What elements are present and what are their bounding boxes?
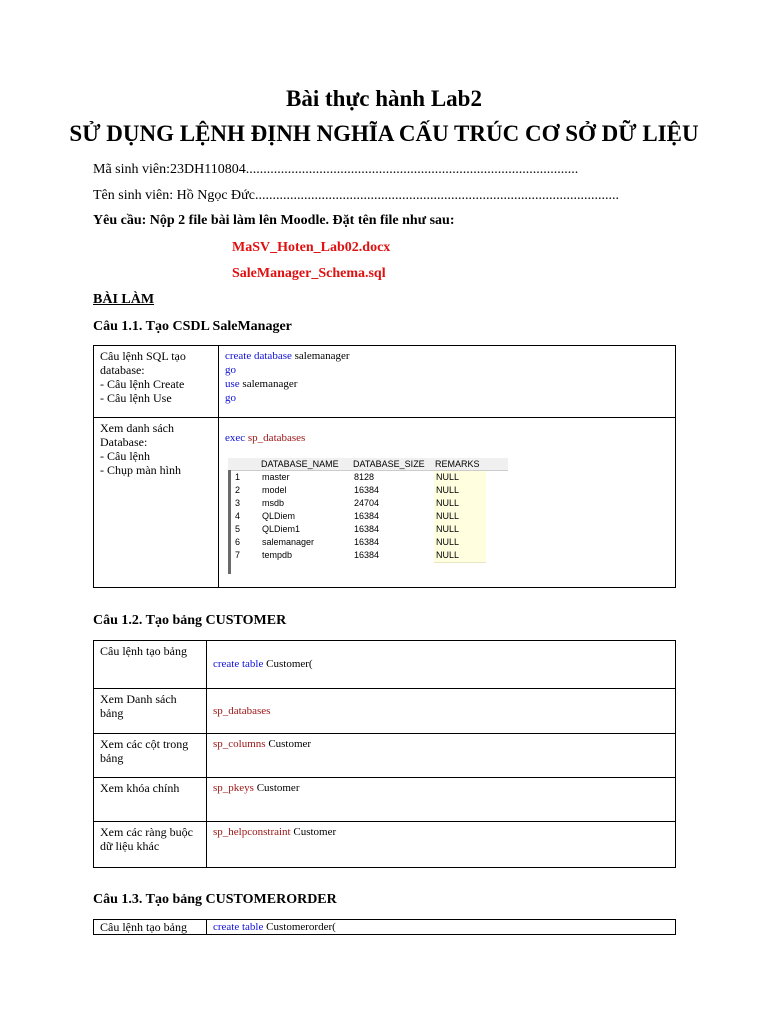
sql-text: salemanager	[291, 350, 350, 362]
sql-keyword: use	[225, 378, 240, 390]
grid-cell: NULL	[436, 498, 460, 508]
row-number: 1	[235, 472, 241, 482]
label-line: database:	[100, 363, 145, 377]
q11-row1-code	[219, 346, 676, 418]
code-line	[213, 781, 669, 795]
student-id-line	[93, 162, 578, 178]
row-number: 2	[235, 485, 241, 495]
grid-cell: QLDiem	[262, 511, 296, 521]
grid-cell: NULL	[436, 524, 460, 534]
grid-cell: 16384	[354, 485, 380, 495]
q12-row3-code	[207, 734, 676, 778]
file-name-docx: MaSV_Hoten_Lab02.docx	[232, 240, 391, 255]
student-name-line	[93, 188, 619, 204]
student-id-dots: ...............................................................................................	[245, 162, 579, 177]
sql-keyword: exec	[225, 432, 246, 444]
grid-cell: 8128	[354, 472, 375, 482]
sql-keyword: create database	[225, 350, 292, 362]
table-row	[94, 346, 676, 418]
code-line	[213, 825, 669, 839]
result-grid-gutter	[228, 470, 231, 574]
q11-row2-label	[94, 418, 219, 588]
q11-title: Câu 1.1. Tạo CSDL SaleManager	[93, 319, 292, 334]
q12-row5-code	[207, 822, 676, 868]
code-line	[213, 737, 669, 751]
grid-cell: NULL	[436, 537, 460, 547]
label-line: - Câu lệnh	[100, 449, 150, 463]
grid-cell: NULL	[436, 485, 460, 495]
label-line: Database:	[100, 435, 148, 449]
sql-text: Customer(	[263, 658, 313, 670]
student-name: Tên sinh viên: Hồ Ngọc Đức	[93, 188, 255, 203]
q12-title: Câu 1.2. Tạo bảng CUSTOMER	[93, 613, 287, 628]
grid-cell: 16384	[354, 550, 380, 560]
sql-procedure: sp_databases	[245, 432, 306, 444]
grid-cell: QLDiem1	[262, 524, 301, 534]
row-number: 5	[235, 524, 241, 534]
code-line	[225, 391, 669, 405]
grid-cell: 16384	[354, 524, 380, 534]
table-row	[94, 641, 676, 689]
document-title: Bài thực hành Lab2	[286, 86, 482, 111]
q13-row1-code	[207, 920, 676, 935]
label-line: - Câu lệnh Create	[100, 377, 185, 391]
q12-row2-label: Xem Danh sách bảng	[94, 689, 207, 734]
code-line	[213, 657, 669, 671]
row-number: 6	[235, 537, 241, 547]
grid-cell: 16384	[354, 537, 380, 547]
student-id: Mã sinh viên:23DH110804	[93, 162, 246, 177]
grid-cell: tempdb	[262, 550, 293, 560]
q12-table	[93, 640, 676, 868]
sql-text: Customer	[265, 738, 312, 750]
row-number: 7	[235, 550, 241, 560]
grid-cell: master	[262, 472, 290, 482]
table-row	[94, 920, 676, 935]
column-header: DATABASE_SIZE	[353, 459, 425, 469]
column-header: DATABASE_NAME	[261, 459, 339, 469]
work-heading: BÀI LÀM	[93, 292, 155, 307]
grid-cell: 24704	[354, 498, 380, 508]
grid-cell: 16384	[354, 511, 380, 521]
row-number: 3	[235, 498, 241, 508]
q12-row5-label: Xem các ràng buộc dữ liệu khác	[94, 822, 207, 868]
code-line	[225, 349, 669, 363]
q12-row4-code	[207, 778, 676, 822]
sql-text: Customerorder(	[263, 921, 336, 933]
grid-cell: salemanager	[262, 537, 315, 547]
sql-procedure: sp_databases	[213, 705, 271, 717]
q13-row1-label: Câu lệnh tạo bảng	[94, 920, 207, 935]
table-row	[94, 778, 676, 822]
table-row	[94, 689, 676, 734]
q12-row4-label: Xem khóa chính	[94, 778, 207, 822]
sql-keyword: create table	[213, 921, 264, 933]
grid-cell: model	[262, 485, 287, 495]
sql-procedure: sp_columns	[213, 738, 266, 750]
sql-text: salemanager	[239, 378, 298, 390]
document-subtitle: SỬ DỤNG LỆNH ĐỊNH NGHĨA CẤU TRÚC CƠ SỞ DỮ LIỆU	[69, 121, 699, 146]
table-row	[94, 822, 676, 868]
sql-procedure: sp_helpconstraint	[213, 826, 291, 838]
grid-cell: NULL	[436, 550, 460, 560]
code-line	[225, 363, 669, 377]
sql-keyword: go	[225, 392, 236, 404]
q12-row1-code	[207, 641, 676, 689]
q13-table	[93, 919, 676, 935]
grid-cell: NULL	[436, 472, 460, 482]
grid-cell: NULL	[436, 511, 460, 521]
requirement-text: Yêu cầu: Nộp 2 file bài làm lên Moodle. Đặt tên file như sau:	[93, 213, 455, 228]
grid-cell: msdb	[262, 498, 285, 508]
q13-title: Câu 1.3. Tạo bảng CUSTOMERORDER	[93, 892, 337, 907]
sql-keyword: create table	[213, 658, 264, 670]
sql-text: Customer	[290, 826, 337, 838]
q12-row2-code	[207, 689, 676, 734]
code-line	[213, 704, 669, 718]
sql-keyword: go	[225, 364, 236, 376]
sql-procedure: sp_pkeys	[213, 782, 254, 794]
label-line: - Câu lệnh Use	[100, 391, 172, 405]
row-number: 4	[235, 511, 241, 521]
student-name-dots: ........................................................................................................	[254, 188, 619, 203]
label-line: - Chụp màn hình	[100, 463, 181, 477]
column-header: REMARKS	[435, 459, 480, 469]
query-result-screenshot	[228, 458, 510, 576]
file-name-sql: SaleManager_Schema.sql	[232, 266, 386, 281]
sql-text: Customer	[253, 782, 300, 794]
q11-row1-label	[94, 346, 219, 418]
label-line: Xem danh sách	[100, 421, 174, 435]
q12-row3-label: Xem các cột trong bảng	[94, 734, 207, 778]
q12-row1-label: Câu lệnh tạo bảng	[94, 641, 207, 689]
code-line	[225, 377, 669, 391]
label-line: Câu lệnh SQL tạo	[100, 349, 186, 363]
code-line	[225, 431, 669, 445]
code-line	[213, 920, 669, 934]
table-row	[94, 734, 676, 778]
